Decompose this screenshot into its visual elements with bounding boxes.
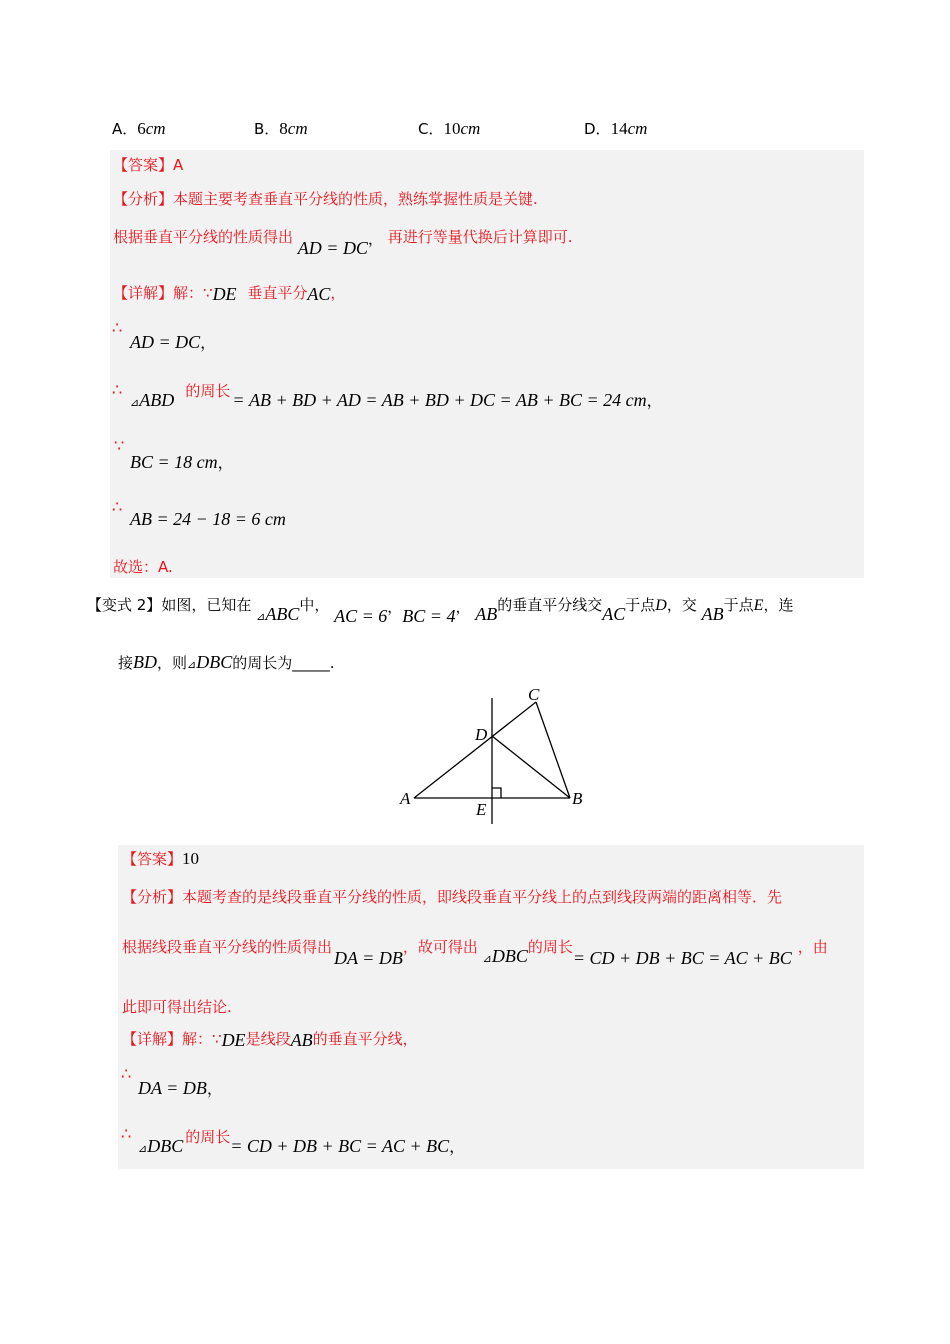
text: 的垂直平分线交 xyxy=(497,596,603,614)
answer-tag: 【答案】 xyxy=(113,156,174,174)
math-expr: AD = DC xyxy=(130,332,201,352)
problem2-line2 xyxy=(118,652,335,673)
option-value: 6 xyxy=(137,119,146,138)
math-expr: AC xyxy=(307,284,331,304)
text: 解：∵ xyxy=(173,284,213,302)
triangle-icon: ⊿ xyxy=(130,396,140,409)
option-letter: C． xyxy=(418,120,444,138)
label-e: E xyxy=(476,800,487,819)
therefore-icon: ∴ xyxy=(112,497,123,516)
comma: ， xyxy=(387,598,403,616)
text: 根据垂直平分线的性质得出 xyxy=(113,228,294,246)
right-angle-mark xyxy=(492,788,501,798)
label-a: A xyxy=(400,789,411,808)
option-value: 14 xyxy=(610,119,628,138)
comma: ， xyxy=(330,284,346,302)
sol1-answer xyxy=(113,154,183,175)
text: ，由 xyxy=(797,938,828,956)
sol1-step4 xyxy=(130,509,286,530)
text: . xyxy=(329,654,335,672)
triangle-icon: ⊿ xyxy=(256,610,266,623)
analysis-tag: 【分析】 xyxy=(113,190,174,208)
sol2-detail xyxy=(122,1028,418,1049)
label-d: D xyxy=(475,725,488,744)
option-b xyxy=(254,118,308,139)
math-expr: DBC xyxy=(147,1136,184,1156)
analysis-tag: 【分析】 xyxy=(122,888,183,906)
math-expr: = CD + DB + BC = AC + BC xyxy=(230,1136,450,1156)
text: 的周长 xyxy=(527,938,573,956)
math-expr: BC = 18 cm xyxy=(130,452,218,472)
text: 的垂直平分线， xyxy=(312,1030,418,1048)
option-unit: cm xyxy=(627,119,648,138)
option-unit: cm xyxy=(460,119,481,138)
answer-blank: _____ xyxy=(292,654,330,672)
analysis-text: 本题主要考查垂直平分线的性质，熟练掌握性质是关键. xyxy=(173,190,538,208)
text: ，故可得出 xyxy=(402,938,478,956)
text: 的周长 xyxy=(185,382,231,400)
therefore-icon: ∴ xyxy=(112,380,123,399)
math-expr: AB xyxy=(701,604,724,624)
option-value: 8 xyxy=(279,119,288,138)
math-expr: = AB + BD + AD = AB + BD + DC = AB + BC = 24 cm xyxy=(232,390,647,410)
math-expr: AB = 24 − 18 = 6 cm xyxy=(130,509,286,529)
comma: ， xyxy=(455,598,471,616)
analysis-text: 本题考查的是线段垂直平分线的性质，即线段垂直平分线上的点到线段两端的距离相等．先 xyxy=(182,888,783,906)
text: ，则 xyxy=(157,654,188,672)
therefore-icon: ∴ xyxy=(112,318,123,337)
segment-ac xyxy=(414,702,536,798)
sol1-detail xyxy=(113,282,345,303)
math-expr: AC = 6 xyxy=(334,606,388,626)
sol2-analysis-line3: 此即可得出结论. xyxy=(122,998,232,1016)
sol1-analysis-line2 xyxy=(113,226,573,258)
sol2-analysis-line2 xyxy=(122,936,828,968)
math-expr: ABD xyxy=(139,390,175,410)
text: 再进行等量代换后计算即可. xyxy=(387,228,573,246)
comma: ， xyxy=(217,453,234,472)
math-expr: AB xyxy=(290,1030,313,1050)
because-icon: ∵ xyxy=(114,436,125,455)
math-expr: AD = DC xyxy=(297,238,368,258)
math-expr: DE xyxy=(212,284,237,304)
therefore-icon: ∴ xyxy=(121,1064,132,1083)
problem-tag: 【变式 2】 xyxy=(87,596,162,614)
answer-value: 10 xyxy=(182,849,200,868)
sol1-step3 xyxy=(130,450,234,473)
text: 接 xyxy=(118,654,134,672)
answer-value: A xyxy=(173,156,184,174)
math-expr: D xyxy=(655,597,667,614)
sol1-analysis xyxy=(113,188,538,209)
triangle-icon: ⊿ xyxy=(138,1142,148,1155)
sol2-answer xyxy=(122,848,199,869)
text: 于点 xyxy=(723,596,754,614)
option-letter: B． xyxy=(254,120,280,138)
text: 如图，已知在 xyxy=(161,596,252,614)
sol1-conclusion: 故选：A. xyxy=(113,558,173,576)
math-expr: E xyxy=(753,597,764,614)
comma: ， xyxy=(449,1137,466,1156)
text: ，交 xyxy=(666,596,697,614)
segment-bc xyxy=(536,702,570,798)
option-value: 10 xyxy=(443,119,461,138)
sol2-step1 xyxy=(138,1076,223,1099)
math-expr: DA = DB xyxy=(138,1078,207,1098)
option-unit: cm xyxy=(145,119,166,138)
comma: ， xyxy=(206,1079,223,1098)
text: ，连 xyxy=(763,596,794,614)
label-c: C xyxy=(528,685,540,704)
problem2-line1 xyxy=(87,594,794,626)
comma: ， xyxy=(646,391,663,410)
triangle-icon: ⊿ xyxy=(482,952,492,965)
math-expr: DBC xyxy=(196,652,233,672)
math-expr: BD xyxy=(133,652,158,672)
math-expr: ABC xyxy=(265,604,300,624)
sol1-step2 xyxy=(130,382,663,411)
math-expr: AB xyxy=(475,604,498,624)
math-expr: AC xyxy=(602,604,626,624)
text: 根据线段垂直平分线的性质得出 xyxy=(122,938,333,956)
label-b: B xyxy=(572,789,583,808)
text: 的周长为 xyxy=(232,654,293,672)
text: 垂直平分 xyxy=(247,284,308,302)
option-unit: cm xyxy=(287,119,308,138)
math-expr: DE xyxy=(221,1030,246,1050)
text: 是线段 xyxy=(245,1030,291,1048)
option-a xyxy=(112,118,166,139)
math-expr: = CD + DB + BC = AC + BC xyxy=(572,948,792,968)
option-d xyxy=(584,118,647,139)
math-expr: DA = DB xyxy=(334,948,403,968)
option-letter: A． xyxy=(112,120,138,138)
text: 中， xyxy=(299,596,330,614)
detail-tag: 【详解】 xyxy=(122,1030,183,1048)
comma: ， xyxy=(200,333,217,352)
sol2-step2 xyxy=(138,1128,466,1157)
math-expr: DBC xyxy=(491,946,528,966)
option-c xyxy=(418,118,480,139)
triangle-icon: ⊿ xyxy=(187,658,197,671)
math-expr: BC = 4 xyxy=(402,606,456,626)
text: 于点 xyxy=(625,596,656,614)
segment-bd xyxy=(492,736,570,798)
text: 解：∵ xyxy=(182,1030,222,1048)
text: 的周长 xyxy=(185,1128,231,1146)
comma: ， xyxy=(367,230,383,248)
therefore-icon: ∴ xyxy=(121,1124,132,1143)
triangle-figure xyxy=(390,680,600,830)
sol2-analysis xyxy=(122,886,782,907)
detail-tag: 【详解】 xyxy=(113,284,174,302)
answer-tag: 【答案】 xyxy=(122,850,183,868)
sol1-step1 xyxy=(130,330,216,353)
option-letter: D． xyxy=(584,120,611,138)
